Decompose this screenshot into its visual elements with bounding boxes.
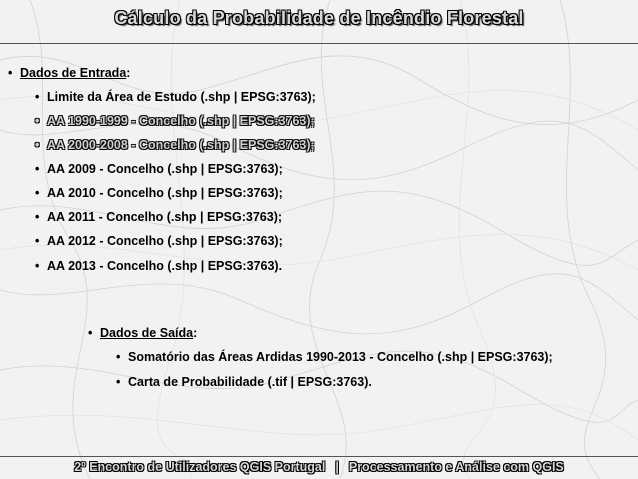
output-item [116, 375, 372, 389]
footer-event: 2º Encontro de Utilizadores QGIS Portugal [74, 460, 326, 474]
bullet-icon: • [35, 234, 40, 248]
input-item [35, 210, 282, 224]
bullet-icon: • [35, 138, 40, 152]
input-item-text: AA 2000-2008 - Concelho (.shp | EPSG:3763); [47, 138, 315, 152]
footer-divider [0, 456, 638, 457]
footer [0, 460, 638, 474]
bullet-icon: • [35, 186, 40, 200]
input-item-text: AA 1990-1999 - Concelho (.shp | EPSG:3763); [47, 114, 315, 128]
input-item [35, 259, 282, 273]
outputs-heading-item [88, 326, 197, 340]
bullet-icon: • [35, 114, 40, 128]
input-item-text: AA 2010 - Concelho (.shp | EPSG:3763); [47, 186, 283, 200]
input-item [35, 90, 316, 104]
inputs-heading: Dados de Entrada [20, 66, 127, 80]
bullet-icon: • [35, 259, 40, 273]
outputs-heading: Dados de Saída [100, 326, 194, 340]
input-item-text: Limite da Área de Estudo (.shp | EPSG:3763); [47, 90, 316, 104]
output-item-text: Carta de Probabilidade (.tif | EPSG:3763). [128, 375, 372, 389]
input-item [35, 234, 283, 248]
bullet-icon: • [35, 210, 40, 224]
inputs-heading-item [8, 66, 130, 80]
input-item-text: AA 2012 - Concelho (.shp | EPSG:3763); [47, 234, 283, 248]
slide-title: Cálculo da Probabilidade de Incêndio Florestal [114, 8, 524, 28]
bullet-icon: • [116, 350, 121, 364]
input-item [35, 138, 315, 152]
heading-colon: : [193, 326, 198, 340]
input-item-text: AA 2011 - Concelho (.shp | EPSG:3763); [47, 210, 283, 224]
bullet-icon: • [35, 90, 40, 104]
input-item-text: AA 2013 - Concelho (.shp | EPSG:3763). [47, 259, 283, 273]
input-item-text: AA 2009 - Concelho (.shp | EPSG:3763); [47, 162, 283, 176]
footer-separator: | [335, 460, 339, 474]
bullet-icon: • [35, 162, 40, 176]
bullet-icon: • [8, 66, 13, 80]
title-divider [0, 43, 638, 44]
input-item [35, 162, 283, 176]
output-item [116, 350, 553, 364]
bullet-icon: • [88, 326, 93, 340]
input-item [35, 186, 283, 200]
bullet-icon: • [116, 375, 121, 389]
heading-colon: : [126, 66, 131, 80]
footer-topic: Processamento e Análise com QGIS [348, 460, 564, 474]
output-item-text: Somatório das Áreas Ardidas 1990-2013 - Concelho (.shp | EPSG:3763); [128, 350, 553, 364]
input-item [35, 114, 315, 128]
